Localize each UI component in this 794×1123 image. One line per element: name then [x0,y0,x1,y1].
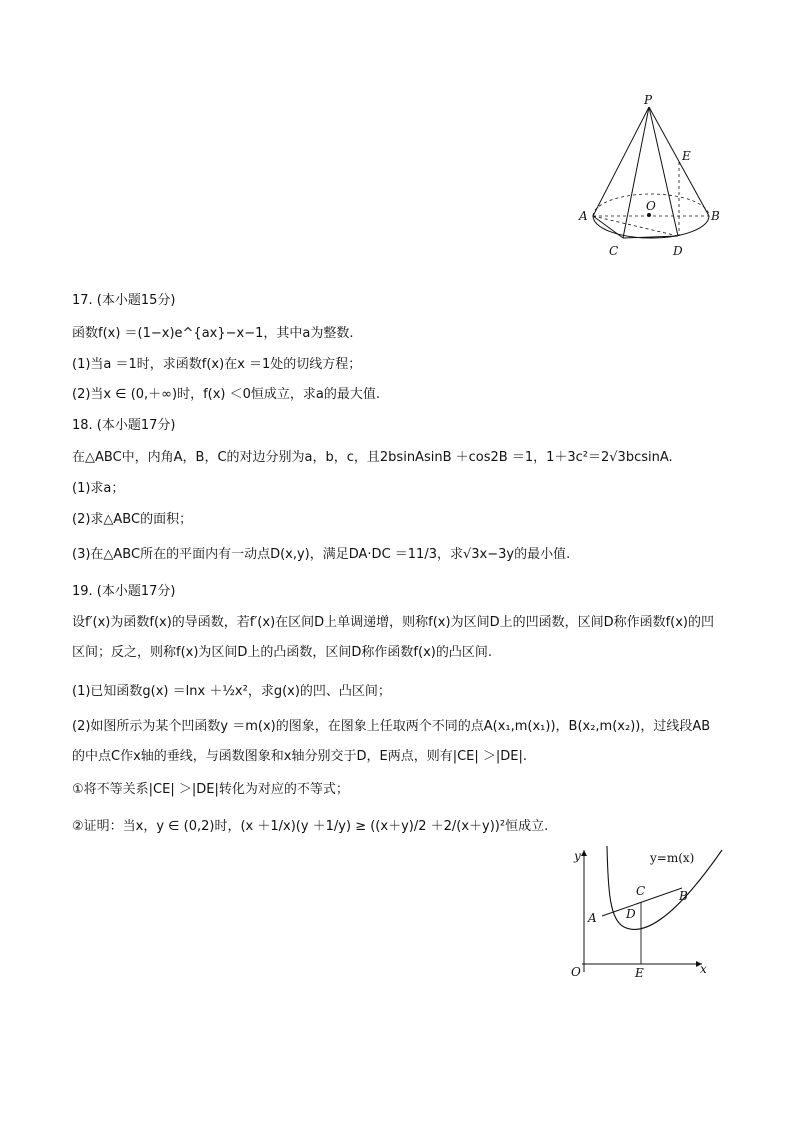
label-x-axis: x [700,962,707,976]
label-A: A [579,209,588,223]
q17-part1: (1)当a ＝1时，求函数f(x)在x ＝1处的切线方程； [72,357,362,372]
cone-figure [560,90,730,270]
q19-header: 19. (本小题17分) [72,584,176,599]
cone-base-front [593,216,709,238]
q18-part3: (3)在△ABC所在的平面内有一动点D(x,y)，满足DA·DC ＝11/3，求√3x−3y的最小值. [72,547,571,562]
center-O [647,213,651,217]
edge-PD [649,107,678,236]
label-C: C [609,244,619,258]
q18-stem: 在△ABC中，内角A，B，C的对边分别为a，b，c，且2bsinAsinB ＋cos2B ＝1，1＋3c²＝2√3bcsinA. [72,450,673,465]
chord-AD [593,216,678,236]
y-axis-arrow-icon [581,850,587,856]
label-C: C [636,884,646,898]
label-origin: O [571,965,581,979]
label-P: P [644,93,653,107]
label-D: D [626,907,636,921]
q17-header: 17. (本小题15分) [72,293,176,308]
q18-part1: (1)求a； [72,481,125,496]
q18-header: 18. (本小题17分) [72,418,176,433]
chord-AC [593,216,623,238]
label-B: B [711,209,720,223]
q19-sub1: ①将不等关系|CE| ＞|DE|转化为对应的不等式； [72,782,349,797]
q17-stem: 函数f(x) ＝(1−x)e^{ax}−x−1，其中a为整数. [72,326,354,341]
label-E: E [682,149,691,163]
q19-stem: 设f′(x)为函数f(x)的导函数，若f′(x)在区间D上单调递增，则称f(x)为区间D上的凹函数，区间D称作函数f(x)的凹区间；反之，则称f(x)为区间D上的凸函数，区间D称作函数f(x)的凸区间. [72,615,715,660]
label-D: D [673,244,683,258]
label-curve: y=m(x) [650,851,695,865]
q18-part2: (2)求△ABC的面积； [72,512,193,527]
q19-part2: (2)如图所示为某个凹函数y ＝m(x)的图象，在图象上任取两个不同的点A(x₁,m(x₁))，B(x₂,m(x₂))，过线段AB的中点C作x轴的垂线，与函数图象和x轴分别交于D，E两点，则有|CE| ＞|DE|. [72,719,711,764]
label-A: A [588,911,597,925]
edge-PA [593,107,649,216]
label-B: B [679,889,688,903]
edge-PC [623,107,649,238]
label-E: E [635,966,644,980]
function-graph-figure [562,842,732,982]
label-O: O [646,199,656,213]
q17-part2: (2)当x ∈ (0,＋∞)时，f(x) ＜0恒成立，求a的最大值. [72,387,380,402]
q19-part1: (1)已知函数g(x) ＝lnx ＋½x²，求g(x)的凹、凸区间； [72,684,391,699]
label-y-axis: y [574,849,581,863]
q19-sub2: ②证明：当x，y ∈ (0,2)时，(x ＋1/x)(y ＋1/y) ≥ ((x＋y)/2 ＋2/(x＋y))²恒成立. [72,819,549,834]
